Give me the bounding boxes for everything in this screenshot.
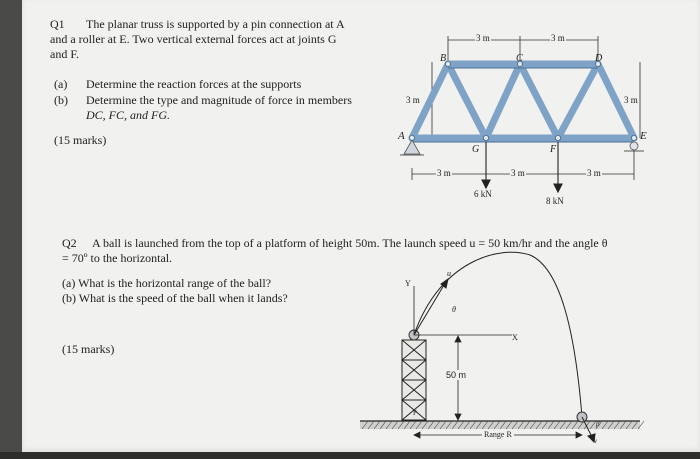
label-range: Range R xyxy=(484,430,512,439)
label-height: 50 m xyxy=(446,370,467,380)
launch-velocity-arrow xyxy=(414,279,448,335)
dim-bottom-left: 3 m xyxy=(437,168,451,178)
node-label-g: G xyxy=(472,144,480,155)
dim-top-right: 3 m xyxy=(551,33,565,43)
q2-part-a: (a) What is the horizontal range of the ball? xyxy=(62,276,272,290)
q2-statement-line1: A ball is launched from the top of a platform of height 50m. The launch speed u = 50 km/hr and the angle θ xyxy=(92,236,608,250)
ground xyxy=(360,421,644,429)
node-label-f: F xyxy=(550,144,557,155)
q2-statement-line2: = 70º to the horizontal. xyxy=(62,251,173,265)
node-label-e: E xyxy=(640,130,647,142)
label-u: u xyxy=(447,269,451,278)
q1-part-b-label: (b) xyxy=(54,93,68,107)
q2-marks: (15 marks) xyxy=(62,342,115,356)
q2-number: Q2 xyxy=(62,236,77,250)
q1-statement-line2: and a roller at E. Two vertical external forces act at joints G xyxy=(50,32,337,46)
dim-bottom-mid: 3 m xyxy=(511,168,525,178)
q1-statement-line1: The planar truss is supported by a pin connection at A xyxy=(86,17,345,31)
load-label-f: 8 kN xyxy=(546,196,564,206)
node-label-a: A xyxy=(398,130,405,142)
label-y: Y xyxy=(405,279,411,288)
dim-bottom-right: 3 m xyxy=(587,168,601,178)
q1-marks: (15 marks) xyxy=(54,133,107,147)
dim-top-left: 3 m xyxy=(476,33,490,43)
node-label-b: B xyxy=(440,53,447,64)
label-beta: β xyxy=(596,420,600,428)
node-label-c: C xyxy=(516,53,523,64)
q1-part-b-line2: DC, FC, and FG. xyxy=(86,108,170,122)
q2-part-b: (b) What is the speed of the ball when it lands? xyxy=(62,291,288,305)
q1-statement-line3: and F. xyxy=(50,47,80,61)
dim-left-height: 3 m xyxy=(406,95,420,105)
q1-number: Q1 xyxy=(50,17,65,31)
q1-part-a-label: (a) xyxy=(54,77,68,91)
launch-tower xyxy=(402,340,426,420)
dim-right-height: 3 m xyxy=(624,95,638,105)
label-x: X xyxy=(512,333,518,342)
q1-part-b-line1: Determine the type and magnitude of force in members xyxy=(86,93,352,107)
label-theta: θ xyxy=(452,305,456,314)
q1-part-a-text: Determine the reaction forces at the supports xyxy=(86,77,302,91)
label-v: v xyxy=(594,437,598,445)
load-label-g: 6 kN xyxy=(474,189,492,199)
node-label-d: D xyxy=(595,53,603,64)
label-p: P xyxy=(413,409,417,417)
